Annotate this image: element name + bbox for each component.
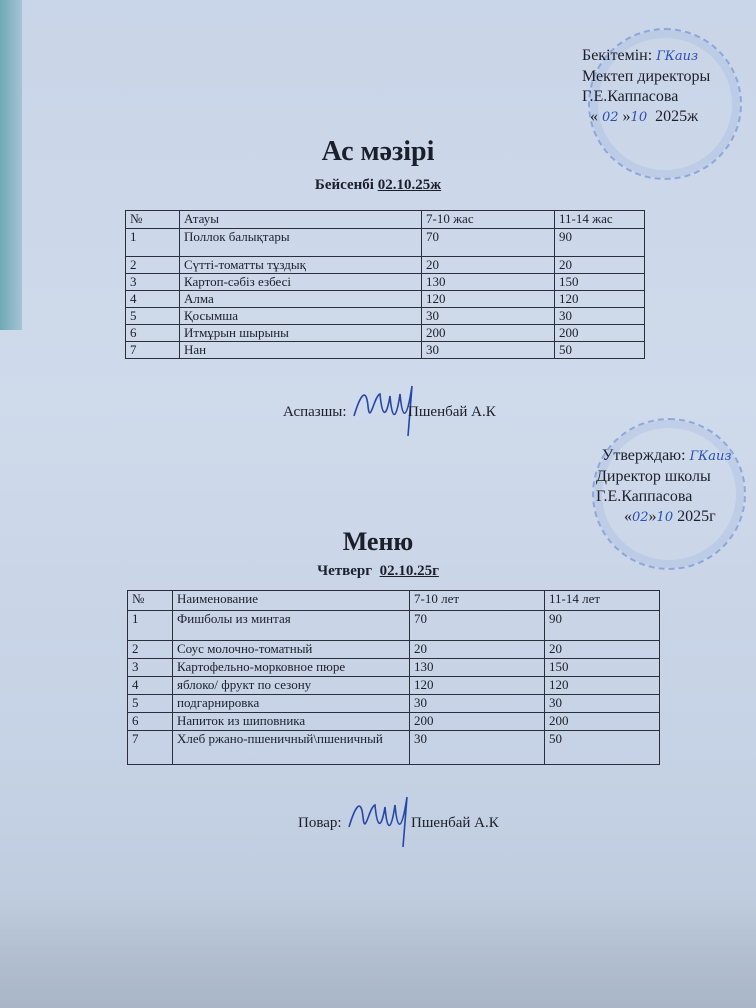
approval-position: Директор школы	[596, 468, 711, 485]
date: 02.10.25ж	[377, 177, 442, 193]
approval-label: Бекітемін:	[582, 47, 653, 64]
table-cell: 5	[128, 695, 173, 713]
table-cell: яблоко/ фрукт по сезону	[173, 677, 410, 695]
table-cell: 30	[422, 342, 555, 359]
table-cell: Картоп-сәбіз езбесі	[180, 274, 422, 291]
table-cell: Сүтті-томатты тұздық	[180, 257, 422, 274]
table-cell: Итмұрын шырыны	[180, 325, 422, 342]
table-cell: Алма	[180, 291, 422, 308]
approval-position: Мектеп директоры	[582, 68, 711, 85]
table-row	[126, 342, 645, 359]
table-header-row	[126, 211, 645, 229]
table-cell: подгарнировка	[173, 695, 410, 713]
table-cell: 5	[126, 308, 180, 325]
table-cell: Нан	[180, 342, 422, 359]
column-header: Наименование	[173, 591, 410, 611]
table-cell: 30	[410, 731, 545, 765]
table-cell: 20	[410, 641, 545, 659]
table-row	[126, 325, 645, 342]
quote: «	[590, 108, 598, 125]
approval-day: 02	[632, 510, 649, 525]
approval-name: Г.Е.Каппасова	[596, 488, 693, 505]
quote: »	[622, 108, 631, 125]
table-cell: 30	[422, 308, 555, 325]
table-cell: 30	[545, 695, 660, 713]
table-row	[128, 611, 660, 641]
table-cell: 50	[555, 342, 645, 359]
approval-block-kz	[582, 46, 710, 128]
table-cell: Напиток из шиповника	[173, 713, 410, 731]
table-cell: 50	[545, 731, 660, 765]
table-cell: 120	[545, 677, 660, 695]
quote: «	[624, 508, 632, 525]
cook-name: Пшенбай А.К	[408, 404, 496, 420]
table-cell: 2	[126, 257, 180, 274]
cook-name: Пшенбай А.К	[411, 815, 499, 831]
table-cell: 3	[128, 659, 173, 677]
column-header: 11-14 жас	[555, 211, 645, 229]
table-cell: 30	[555, 308, 645, 325]
table-cell: 150	[545, 659, 660, 677]
table-cell: Хлеб ржано-пшеничный\пшеничный	[173, 731, 410, 765]
table-row	[128, 659, 660, 677]
menu-date-ru	[0, 563, 756, 580]
table-row	[126, 308, 645, 325]
menu-table-kz	[125, 210, 645, 359]
approval-label: Утверждаю:	[602, 447, 686, 464]
table-cell: 3	[126, 274, 180, 291]
table-cell: 6	[128, 713, 173, 731]
date: 02.10.25г	[379, 563, 439, 579]
table-cell: 120	[555, 291, 645, 308]
weekday: Четверг	[317, 563, 373, 579]
table-cell: 130	[422, 274, 555, 291]
column-header: 7-10 лет	[410, 591, 545, 611]
table-cell: 6	[126, 325, 180, 342]
approval-month: 10	[656, 510, 674, 525]
column-header: Атауы	[180, 211, 422, 229]
table-cell: 150	[555, 274, 645, 291]
column-header: №	[128, 591, 173, 611]
table-cell: Поллок балықтары	[180, 229, 422, 257]
cook-signature-image	[341, 787, 421, 851]
cook-label: Повар:	[298, 815, 342, 831]
cook-signature-ru	[298, 815, 499, 832]
director-signature: ГКаиз	[689, 449, 732, 464]
table-row	[126, 274, 645, 291]
table-cell: 130	[410, 659, 545, 677]
approval-year: 2025г	[677, 508, 716, 525]
cook-signature-kz	[283, 404, 496, 421]
table-row	[126, 229, 645, 257]
table-cell: 90	[555, 229, 645, 257]
table-cell: 200	[410, 713, 545, 731]
table-cell: 20	[555, 257, 645, 274]
table-cell: Соус молочно-томатный	[173, 641, 410, 659]
table-row	[126, 257, 645, 274]
table-header-row	[128, 591, 660, 611]
table-row	[128, 641, 660, 659]
table-cell: 70	[410, 611, 545, 641]
table-cell: 200	[422, 325, 555, 342]
table-cell: 90	[545, 611, 660, 641]
table-cell: 70	[422, 229, 555, 257]
table-cell: 2	[128, 641, 173, 659]
menu-title-kz: Ас мәзірі	[321, 136, 435, 167]
approval-name: Г.Е.Каппасова	[582, 88, 679, 105]
weekday: Бейсенбі	[314, 177, 374, 193]
menu-table-ru	[127, 590, 660, 765]
approval-day: 02	[602, 110, 619, 125]
table-cell: 200	[545, 713, 660, 731]
table-cell: Картофельно-морковное пюре	[173, 659, 410, 677]
table-cell: 200	[555, 325, 645, 342]
table-cell: 1	[126, 229, 180, 257]
quote: »	[648, 508, 657, 525]
table-row	[128, 713, 660, 731]
table-row	[128, 677, 660, 695]
table-cell: 120	[410, 677, 545, 695]
cook-label: Аспазшы:	[283, 404, 347, 420]
approval-block-ru	[596, 446, 731, 528]
table-cell: 7	[128, 731, 173, 765]
table-cell: 20	[422, 257, 555, 274]
table-cell: 4	[126, 291, 180, 308]
table-cell: 30	[410, 695, 545, 713]
approval-year: 2025ж	[655, 108, 699, 125]
table-cell: 1	[128, 611, 173, 641]
table-cell: Фишболы из минтая	[173, 611, 410, 641]
table-row	[128, 695, 660, 713]
menu-date-kz	[0, 177, 756, 194]
approval-month: 10	[630, 110, 648, 125]
menu-title-ru: Меню	[342, 527, 414, 556]
table-row	[128, 731, 660, 765]
table-row	[126, 291, 645, 308]
director-signature: ГКаиз	[656, 49, 699, 64]
table-cell: 4	[128, 677, 173, 695]
table-cell: 120	[422, 291, 555, 308]
table-cell: 7	[126, 342, 180, 359]
column-header: №	[126, 211, 180, 229]
column-header: 11-14 лет	[545, 591, 660, 611]
table-cell: Қосымша	[180, 308, 422, 325]
background-shadow	[0, 898, 756, 1008]
column-header: 7-10 жас	[422, 211, 555, 229]
table-cell: 20	[545, 641, 660, 659]
